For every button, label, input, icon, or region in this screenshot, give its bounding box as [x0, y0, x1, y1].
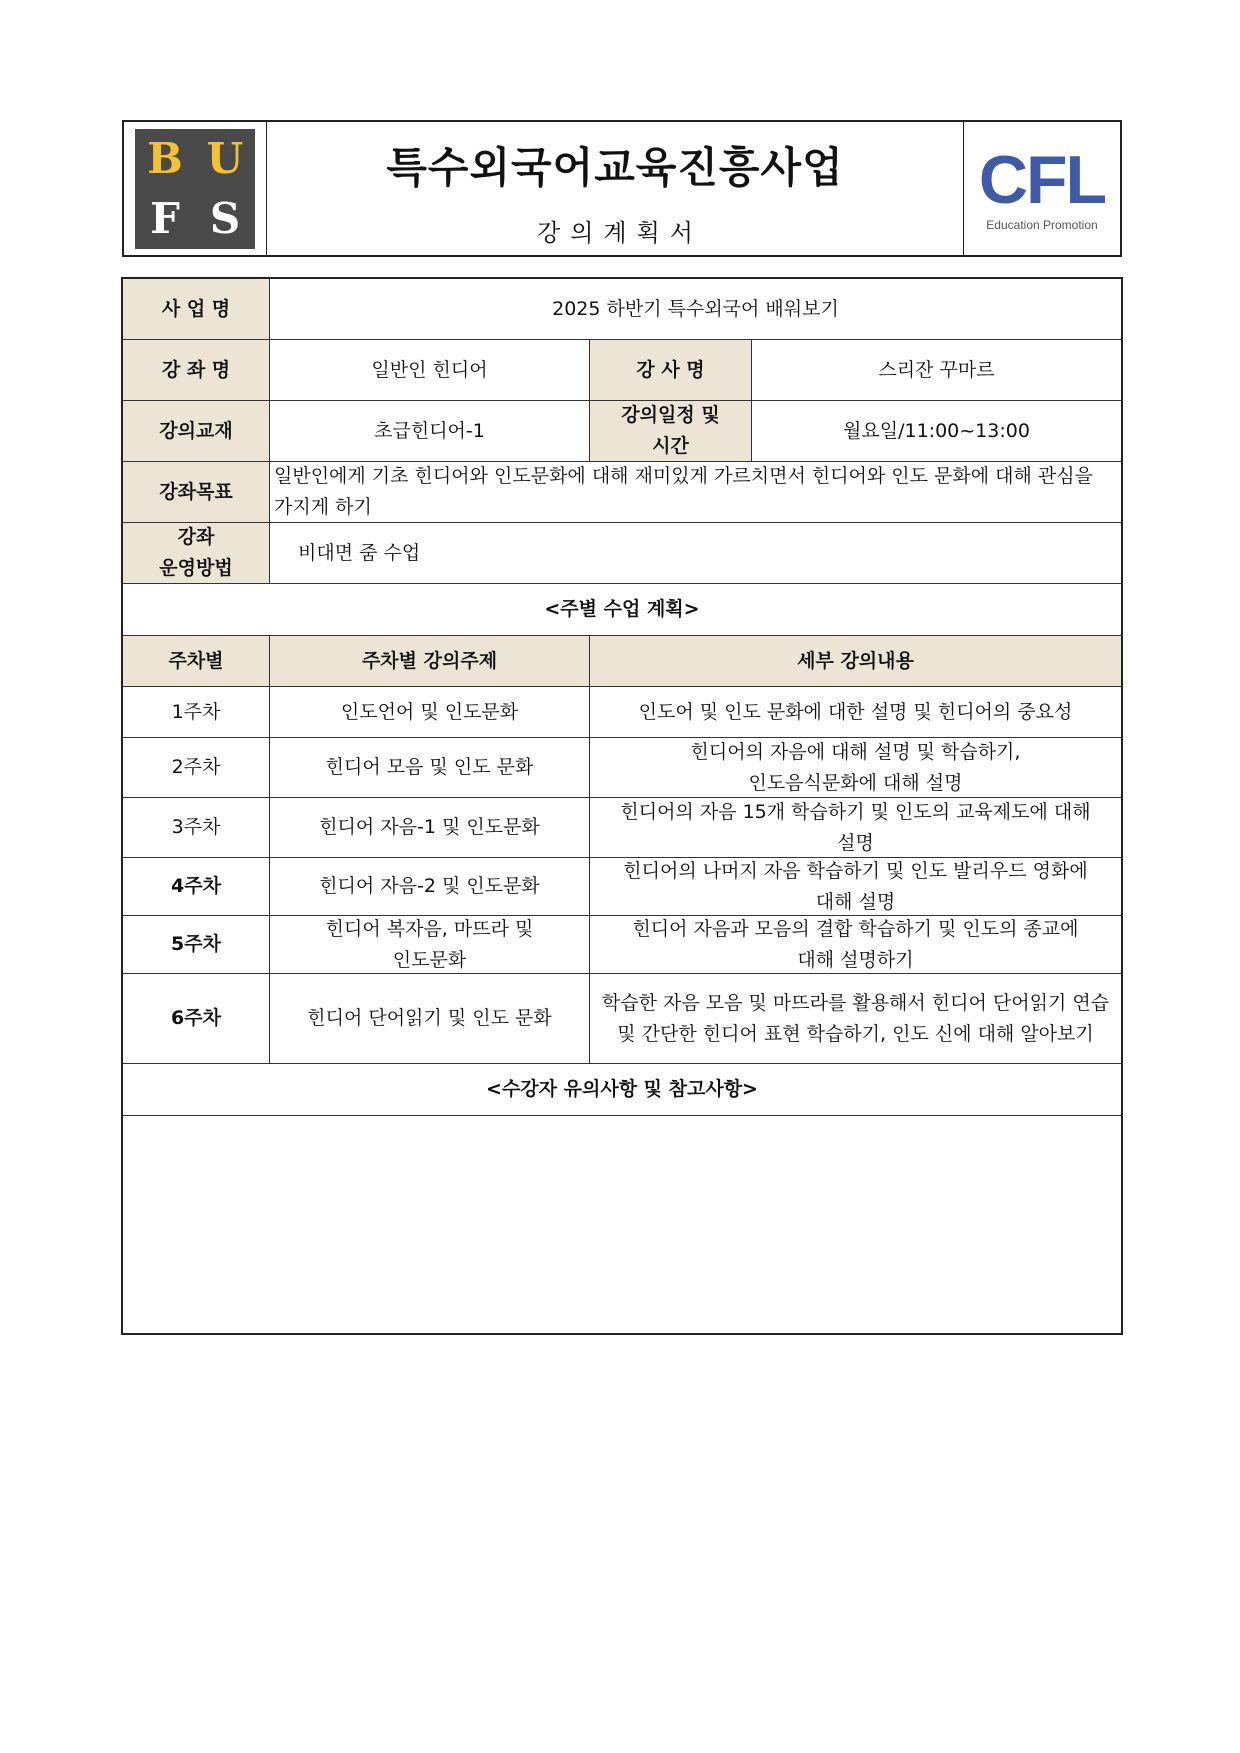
topic-cell: 힌디어 복자음, 마뜨라 및 인도문화	[270, 916, 590, 974]
project-label: 사 업 명	[123, 279, 270, 340]
detail-cell: 인도어 및 인도 문화에 대한 설명 및 힌디어의 중요성	[590, 687, 1121, 738]
cfl-logo-subtext: Education Promotion	[986, 217, 1098, 232]
goal-label: 강좌목표	[123, 462, 270, 523]
method-label: 강좌 운영방법	[123, 523, 270, 584]
document-header	[122, 120, 1122, 257]
schedule-value: 월요일/11:00~13:00	[752, 401, 1121, 462]
course-label: 강 좌 명	[123, 340, 270, 401]
week-cell: 3주차	[123, 798, 270, 858]
week-cell: 1주차	[123, 687, 270, 738]
topic-cell: 힌디어 자음-2 및 인도문화	[270, 858, 590, 916]
week-cell: 4주차	[123, 858, 270, 916]
bufs-logo-letter: U	[206, 133, 244, 183]
topic-cell: 힌디어 자음-1 및 인도문화	[270, 798, 590, 858]
bufs-logo	[135, 129, 255, 249]
course-value: 일반인 힌디어	[270, 340, 590, 401]
schedule-label: 강의일정 및 시간	[590, 401, 752, 462]
detail-column-header: 세부 강의내용	[590, 636, 1121, 687]
detail-cell: 힌디어 자음과 모음의 결합 학습하기 및 인도의 종교에 대해 설명하기	[590, 916, 1121, 974]
document-subtitle: 강의계획서	[537, 219, 703, 247]
textbook-label: 강의교재	[123, 401, 270, 462]
notes-content	[123, 1116, 1121, 1333]
detail-cell: 힌디어의 나머지 자음 학습하기 및 인도 발리우드 영화에 대해 설명	[590, 858, 1121, 916]
detail-cell: 힌디어의 자음 15개 학습하기 및 인도의 교육제도에 대해 설명	[590, 798, 1121, 858]
notes-title: <수강자 유의사항 및 참고사항>	[123, 1064, 1121, 1116]
bufs-logo-cell	[124, 122, 267, 255]
week-column-header: 주차별	[123, 636, 270, 687]
method-value: 비대면 줌 수업	[270, 523, 1121, 584]
topic-cell: 힌디어 모음 및 인도 문화	[270, 738, 590, 798]
week-cell: 6주차	[123, 974, 270, 1064]
topic-cell: 힌디어 단어읽기 및 인도 문화	[270, 974, 590, 1064]
header-title-cell	[267, 122, 963, 255]
weekly-plan-title: <주별 수업 계획>	[123, 584, 1121, 636]
topic-cell: 인도언어 및 인도문화	[270, 687, 590, 738]
cfl-logo	[963, 122, 1120, 255]
instructor-label: 강 사 명	[590, 340, 752, 401]
bufs-logo-letter: B	[147, 133, 183, 183]
goal-value: 일반인에게 기초 힌디어와 인도문화에 대해 재미있게 가르치면서 힌디어와 인도 문화에 대해 관심을 가지게 하기	[270, 462, 1121, 523]
document-title: 특수외국어교육진흥사업	[386, 143, 844, 192]
topic-column-header: 주차별 강의주제	[270, 636, 590, 687]
detail-cell: 학습한 자음 모음 및 마뜨라를 활용해서 힌디어 단어읽기 연습 및 간단한 힌디어 표현 학습하기, 인도 신에 대해 알아보기	[590, 974, 1121, 1064]
course-plan-table	[121, 277, 1123, 1335]
instructor-value: 스리잔 꾸마르	[752, 340, 1121, 401]
week-cell: 2주차	[123, 738, 270, 798]
project-value: 2025 하반기 특수외국어 배워보기	[270, 279, 1121, 340]
detail-cell: 힌디어의 자음에 대해 설명 및 학습하기, 인도음식문화에 대해 설명	[590, 738, 1121, 798]
textbook-value: 초급힌디어-1	[270, 401, 590, 462]
bufs-logo-letter: S	[209, 193, 241, 243]
cfl-logo-text: CFL	[978, 141, 1106, 218]
bufs-logo-letter: F	[150, 193, 180, 243]
week-cell: 5주차	[123, 916, 270, 974]
